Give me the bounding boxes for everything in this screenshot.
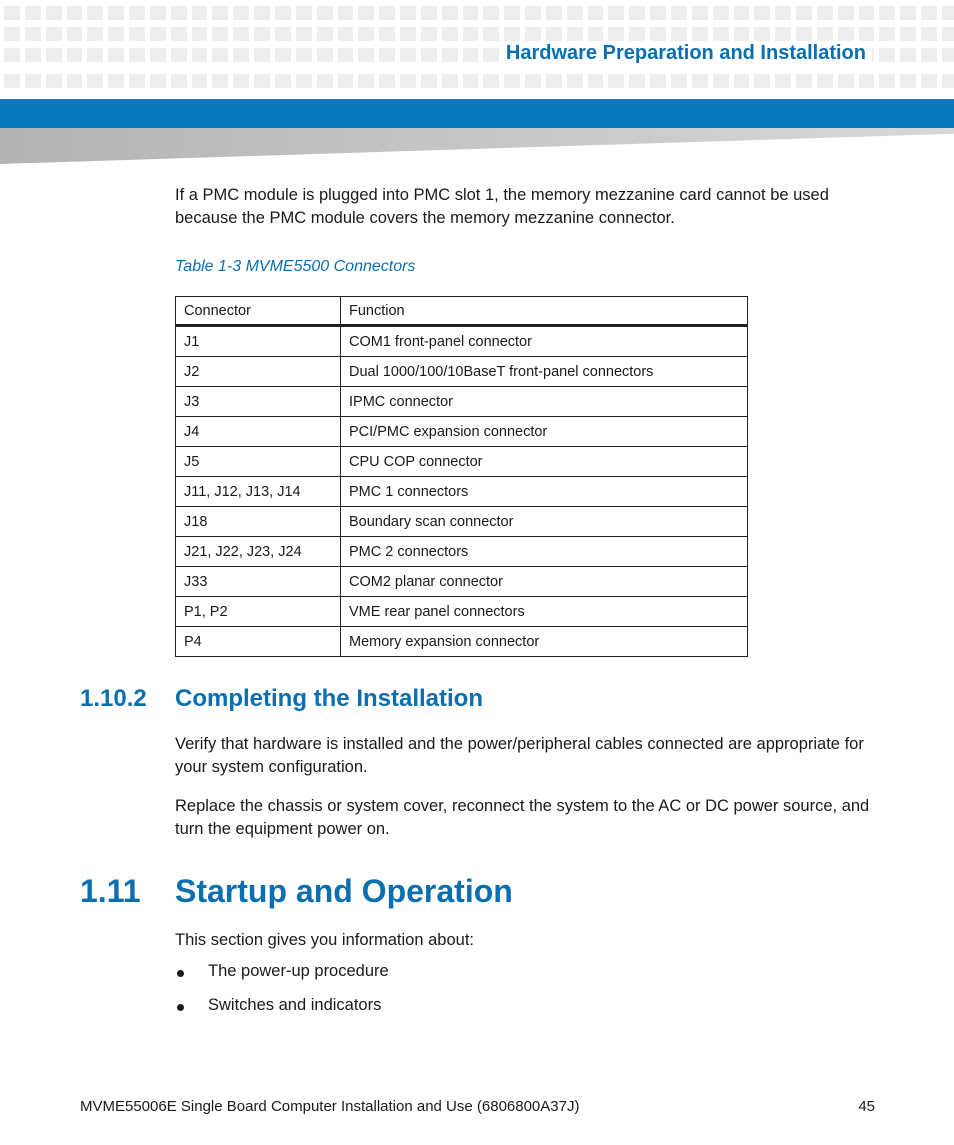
replace-paragraph: Replace the chassis or system cover, reconnect the system to the AC or DC power source, and turn the equipment power on. xyxy=(175,797,870,838)
table-row xyxy=(176,387,748,417)
cell-function: IPMC connector xyxy=(341,387,748,417)
table-row xyxy=(176,537,748,567)
header-gray-wedge xyxy=(0,128,954,164)
table-row xyxy=(176,447,748,477)
section-title: Startup and Operation xyxy=(175,873,513,909)
cell-connector: P4 xyxy=(176,627,341,657)
column-header-connector: Connector xyxy=(176,297,341,326)
verify-paragraph: Verify that hardware is installed and the power/peripheral cables connected are appropriate for your system configuration. xyxy=(175,735,864,776)
section-heading-1-10-2 xyxy=(80,685,483,713)
cell-connector: J2 xyxy=(176,357,341,387)
table-caption: Table 1-3 MVME5500 Connectors xyxy=(175,258,416,275)
cell-function: PMC 1 connectors xyxy=(341,477,748,507)
table-row xyxy=(176,597,748,627)
cell-connector: J1 xyxy=(176,326,341,357)
bullet-icon xyxy=(177,1004,184,1011)
intro-paragraph: If a PMC module is plugged into PMC slot 1, the memory mezzanine card cannot be used because the PMC module covers the memory mezzanine connector. xyxy=(175,186,829,227)
cell-function: COM1 front-panel connector xyxy=(341,326,748,357)
footer-page-number: 45 xyxy=(858,1098,875,1115)
cell-connector: J11, J12, J13, J14 xyxy=(176,477,341,507)
table-row xyxy=(176,357,748,387)
cell-function: Boundary scan connector xyxy=(341,507,748,537)
list-item-text: Switches and indicators xyxy=(208,996,382,1014)
list-item-text: The power-up procedure xyxy=(208,962,389,980)
cell-function: PMC 2 connectors xyxy=(341,537,748,567)
table-row xyxy=(176,417,748,447)
connectors-table xyxy=(175,296,748,657)
section-number: 1.10.2 xyxy=(80,685,147,712)
list-item xyxy=(175,962,389,996)
bullet-icon xyxy=(177,970,184,977)
cell-connector: P1, P2 xyxy=(176,597,341,627)
table-row xyxy=(176,326,748,357)
cell-function: COM2 planar connector xyxy=(341,567,748,597)
list-item xyxy=(175,996,389,1030)
cell-connector: J4 xyxy=(176,417,341,447)
cell-function: CPU COP connector xyxy=(341,447,748,477)
table-header-row xyxy=(176,297,748,326)
section-heading-1-11 xyxy=(80,873,513,910)
column-header-function: Function xyxy=(341,297,748,326)
cell-connector: J5 xyxy=(176,447,341,477)
cell-function: VME rear panel connectors xyxy=(341,597,748,627)
cell-connector: J18 xyxy=(176,507,341,537)
table-row xyxy=(176,477,748,507)
table-row xyxy=(176,567,748,597)
cell-connector: J3 xyxy=(176,387,341,417)
cell-connector: J33 xyxy=(176,567,341,597)
cell-function: Dual 1000/100/10BaseT front-panel connectors xyxy=(341,357,748,387)
cell-function: Memory expansion connector xyxy=(341,627,748,657)
section-title: Completing the Installation xyxy=(175,685,484,712)
footer-document-title: MVME55006E Single Board Computer Installation and Use (6806800A37J) xyxy=(80,1098,580,1115)
cell-connector: J21, J22, J23, J24 xyxy=(176,537,341,567)
table-row xyxy=(176,627,748,657)
bullet-list xyxy=(175,962,389,1030)
startup-intro: This section gives you information about: xyxy=(175,931,474,949)
header-blue-bar xyxy=(0,99,954,128)
cell-function: PCI/PMC expansion connector xyxy=(341,417,748,447)
section-number: 1.11 xyxy=(80,873,141,909)
table-row xyxy=(176,507,748,537)
running-header-title: Hardware Preparation and Installation xyxy=(500,42,872,65)
